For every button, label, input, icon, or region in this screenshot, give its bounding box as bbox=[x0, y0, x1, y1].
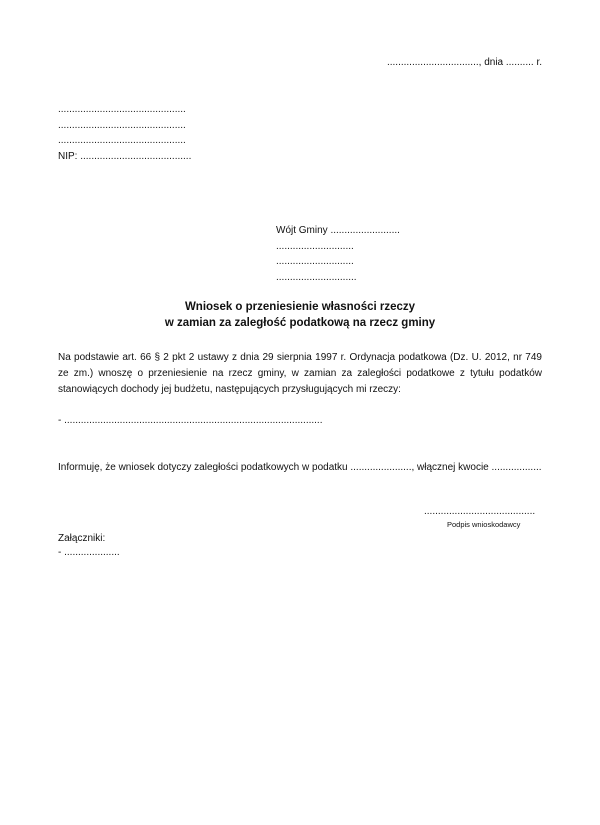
sender-line-1: .............................................. bbox=[58, 104, 186, 115]
title-line-2: w zamian za zaległość podatkową na rzecz gminy bbox=[164, 317, 436, 329]
recipient-line-3: ............................ bbox=[276, 256, 354, 267]
document-title bbox=[0, 299, 600, 331]
date-line: ................................., dnia .......... r. bbox=[386, 57, 542, 68]
recipient-line-2: ............................ bbox=[276, 240, 354, 252]
item-line: - ............................................................................................. bbox=[58, 415, 323, 426]
recipient-block bbox=[276, 224, 400, 286]
attachments-label: Załączniki: bbox=[58, 533, 106, 544]
sender-line-2: .............................................. bbox=[58, 119, 186, 131]
nip-line: NIP: ........................................ bbox=[58, 150, 192, 162]
sender-block bbox=[58, 103, 191, 165]
request-paragraph: Na podstawie art. 66 § 2 pkt 2 ustawy z dnia 29 sierpnia 1997 r. Ordynacja podatkowa (Dz. U. 2012, nr 749 ze zm.) wnoszę o przeniesienie na rzecz gminy, w zamian za zaległości podatkowe z tytułu podatków stanowiących dochody jej budżetu, następujących przysługujących mi rzeczy: bbox=[58, 352, 542, 395]
attachment-item: - .................... bbox=[58, 547, 120, 558]
recipient-line-1: Wójt Gminy ......................... bbox=[276, 225, 400, 236]
title-line-1: Wniosek o przeniesienie własności rzeczy bbox=[184, 301, 416, 313]
sender-line-3: .............................................. bbox=[58, 135, 186, 146]
attachments-block bbox=[58, 532, 120, 560]
recipient-line-4: ............................. bbox=[276, 271, 357, 283]
info-line: Informuję, że wniosek dotyczy zaległości podatkowych w podatku ......................, włącznej kwocie .................. bbox=[58, 462, 542, 473]
signature-label: Podpis wnioskodawcy bbox=[447, 520, 521, 529]
signature-line: ........................................ bbox=[424, 506, 536, 517]
